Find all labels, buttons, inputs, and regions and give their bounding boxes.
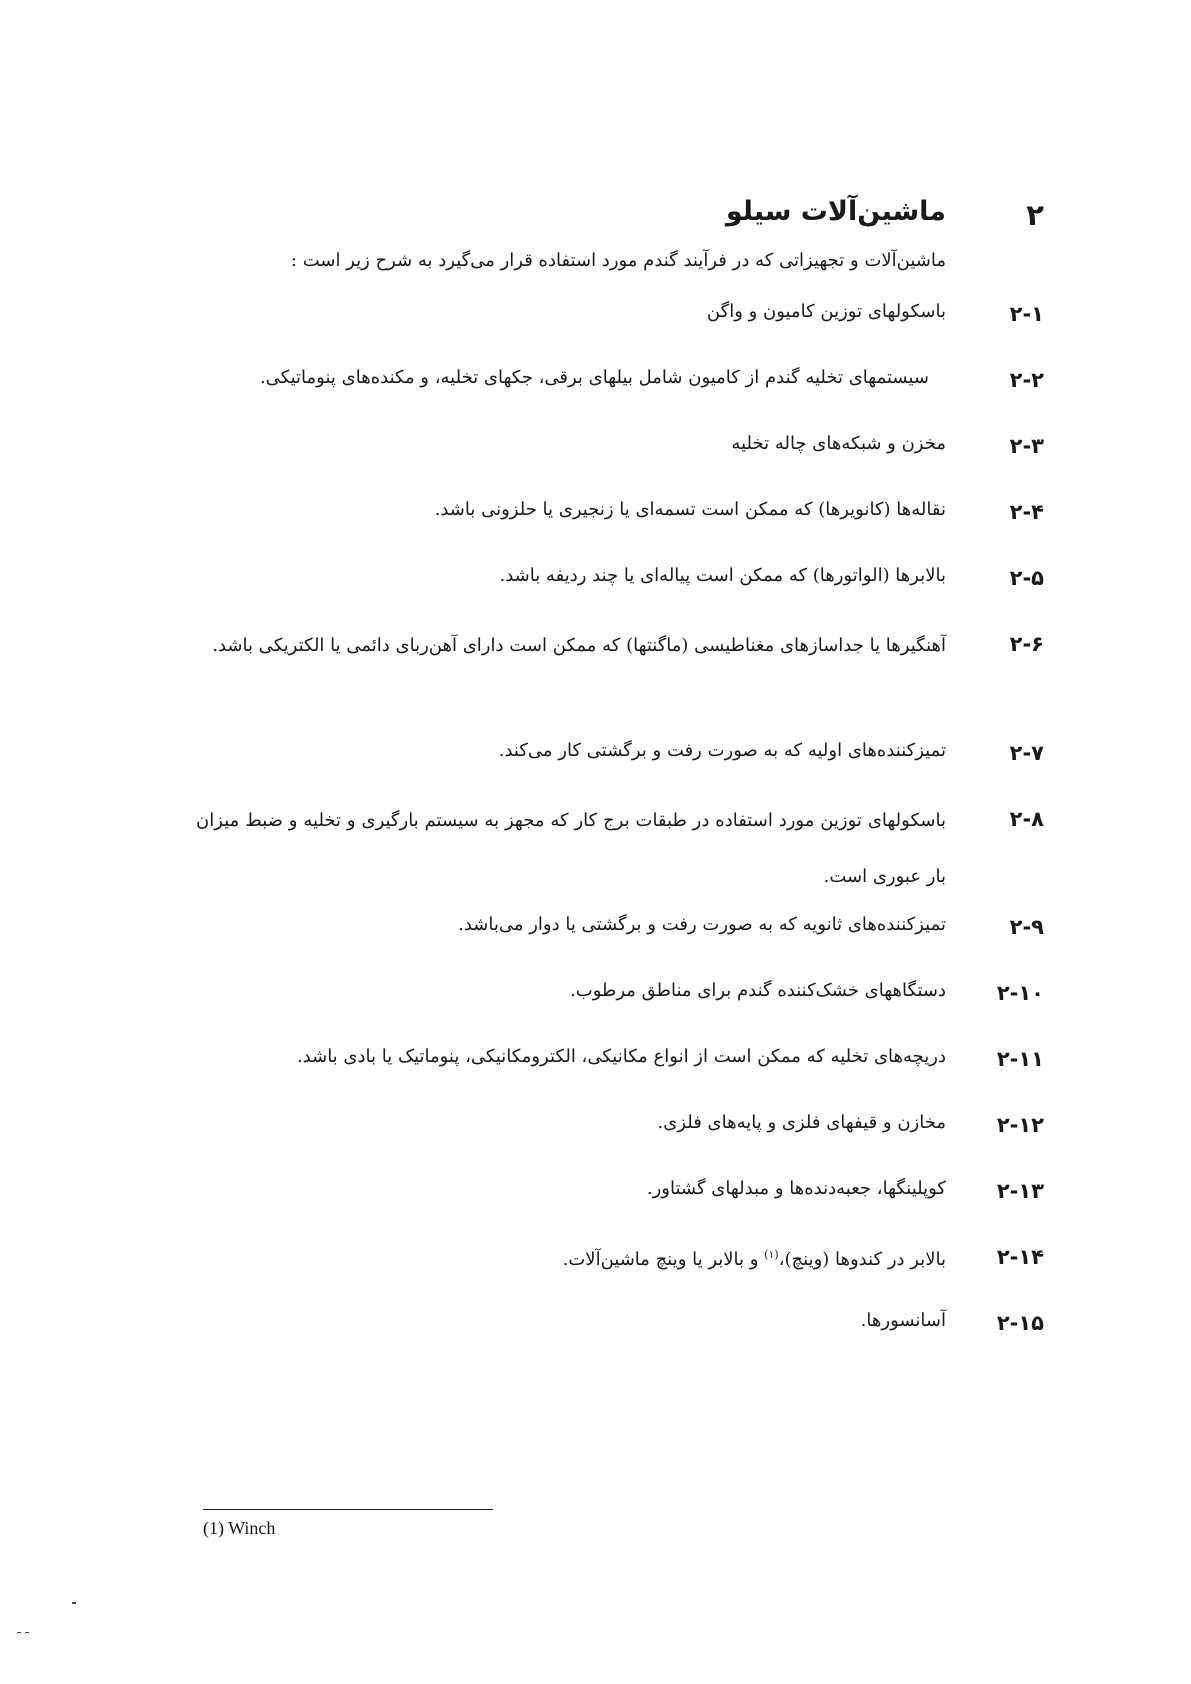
item-number: ۲-۱۴ — [996, 1245, 1044, 1269]
footnote-reference[interactable]: (۱) — [764, 1248, 779, 1261]
item-text: دستگاههای خشک‌کننده گندم برای مناطق مرطوب. — [570, 980, 946, 1001]
item-text: مخازن و قیفهای فلزی و پایه‌های فلزی. — [657, 1112, 946, 1133]
item-number: ۲-۹ — [1009, 915, 1044, 939]
item-number: ۲-۶ — [1009, 632, 1044, 656]
item-text-part: بالابر در کندوها (وینچ)، — [778, 1249, 946, 1270]
item-number: ۲-۷ — [1009, 741, 1044, 765]
footnote-divider — [203, 1509, 493, 1510]
item-number: ۲-۵ — [1009, 566, 1044, 590]
item-text: دریچه‌های تخلیه که ممکن است از انواع مکانیکی، الکترومکانیکی، پنوماتیک یا بادی باشد. — [296, 1046, 946, 1067]
item-text: سیستمهای تخلیه گندم از کامیون شامل بیلهای برقی، جکهای تخلیه، و مکنده‌های پنوماتیکی. — [259, 367, 929, 388]
scan-speck — [17, 1632, 21, 1633]
item-number: ۲-۱۲ — [996, 1113, 1044, 1137]
section-number: ۲ — [1026, 198, 1044, 232]
item-number: ۲-۱۵ — [996, 1311, 1044, 1335]
item-text — [196, 1231, 946, 1284]
item-text: مخزن و شبکه‌های چاله تخلیه — [731, 433, 946, 454]
item-text: باسکولهای توزین مورد استفاده در طبقات برج کار که مجهز به سیستم بارگیری و تخلیه و ضبط میزان بار عبوری است. — [196, 810, 946, 887]
item-text: کوپلینگها، جعبه‌دنده‌ها و مبدلهای گشتاور. — [646, 1178, 946, 1199]
item-number: ۲-۸ — [1009, 807, 1044, 831]
item-text: نقاله‌ها (کانویرها) که ممکن است تسمه‌ای یا زنجیری یا حلزونی باشد. — [434, 499, 946, 520]
item-text: باسکولهای توزین کامیون و واگن — [706, 301, 946, 322]
scan-speck — [25, 1632, 29, 1633]
item-number: ۲-۳ — [1009, 434, 1044, 458]
item-number: ۲-۱۱ — [996, 1047, 1044, 1071]
item-number: ۲-۱ — [1009, 302, 1044, 326]
item-number: ۲-۴ — [1009, 500, 1044, 524]
item-text: تمیزکننده‌های اولیه که به صورت رفت و برگشتی کار می‌کند. — [498, 740, 946, 761]
footnote: (1) Winch — [203, 1518, 276, 1538]
section-title: ماشین‌آلات سیلو — [725, 196, 946, 227]
section-intro: ماشین‌آلات و تجهیزاتی که در فرآیند گندم مورد استفاده قرار می‌گیرد به شرح زیر است : — [290, 250, 946, 271]
item-number: ۲-۱۳ — [996, 1179, 1044, 1203]
item-number: ۲-۲ — [1009, 368, 1044, 392]
item-text: آهنگیرها یا جداسازهای مغناطیسی (ماگنتها) که ممکن است دارای آهن‌ربای دائمی یا الکتریکی باشد. — [212, 635, 946, 656]
item-text-part: و بالابر یا وینچ ماشین‌آلات. — [562, 1249, 765, 1270]
scan-speck — [72, 1602, 76, 1604]
item-text: بالابرها (الواتورها) که ممکن است پیاله‌ای یا چند ردیفه باشد. — [499, 565, 946, 586]
item-number: ۲-۱۰ — [996, 981, 1044, 1005]
item-text: تمیزکننده‌های ثانویه که به صورت رفت و برگشتی یا دوار می‌باشد. — [458, 914, 946, 935]
item-text: آسانسورها. — [860, 1310, 946, 1331]
